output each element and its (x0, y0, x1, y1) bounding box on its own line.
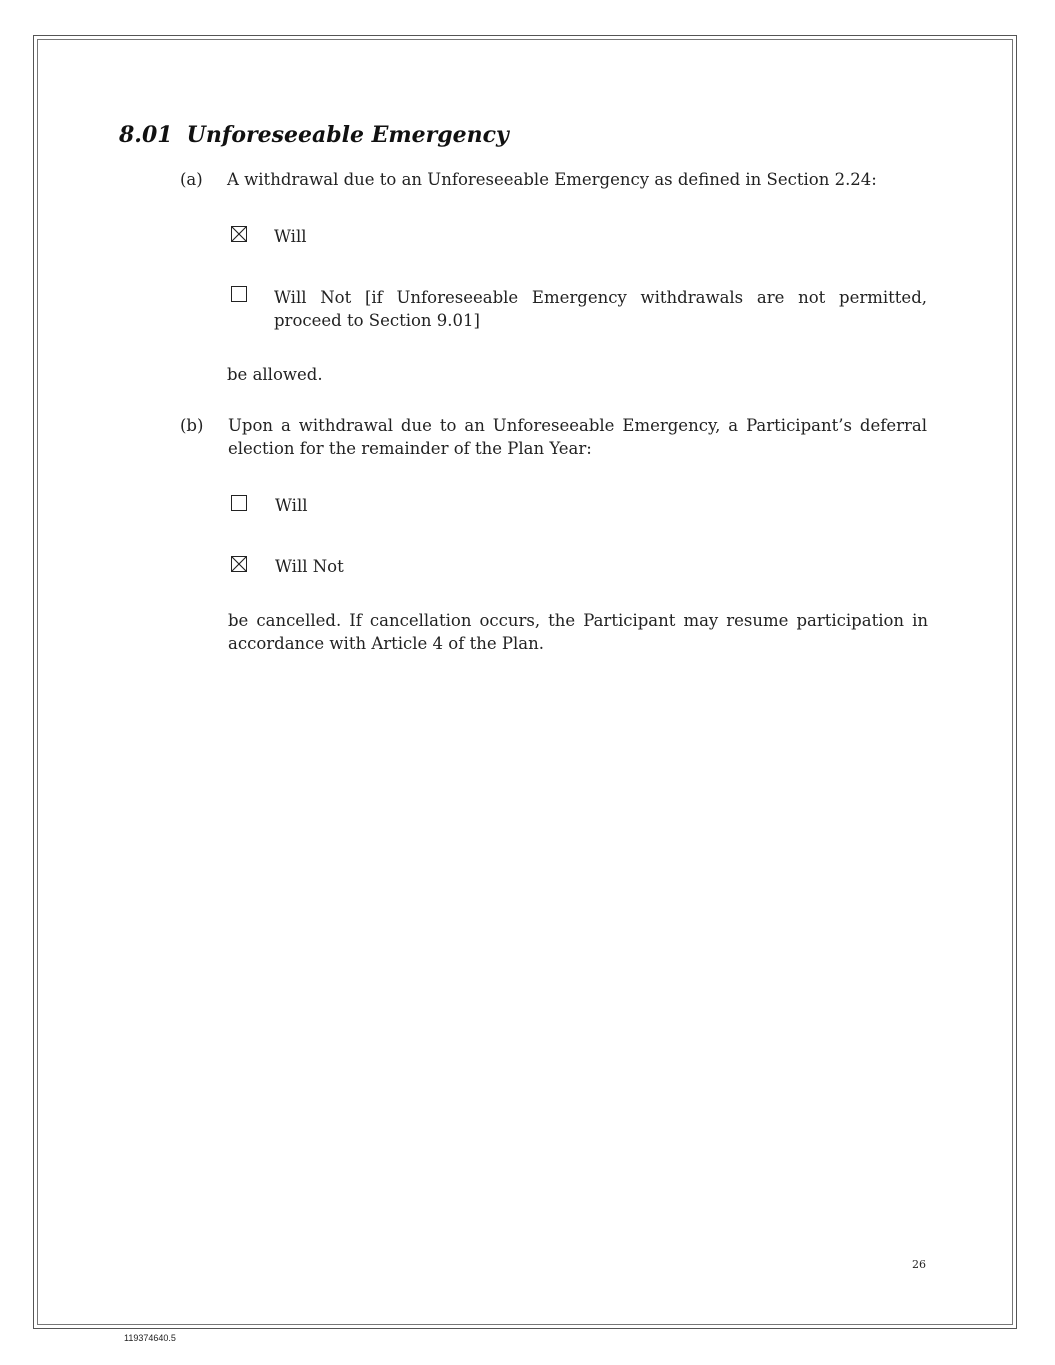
item-b-closing: be cancelled. If cancellation occurs, the Participant may resume participation in accordance with Article 4 of the Plan. (228, 611, 928, 653)
item-a-marker: (a) (180, 170, 203, 189)
item-a-closing: be allowed. (227, 365, 323, 384)
item-a-option-will-checkbox[interactable] (231, 226, 247, 242)
item-b-option-will-not-checkbox[interactable] (231, 556, 247, 572)
section-number: 8.01 (119, 122, 173, 148)
checked-x-icon (232, 557, 246, 571)
item-b-option-will-not-label: Will Not (275, 557, 344, 576)
item-a-option-will-not-checkbox[interactable] (231, 286, 247, 302)
checked-x-icon (232, 227, 246, 241)
item-a-option-will-not-label: Will Not [if Unforeseeable Emergency withdrawals are not permitted, proceed to Section 9.01] (274, 288, 927, 330)
item-b-text: Upon a withdrawal due to an Unforeseeable Emergency, a Participant’s deferral election for the remainder of the Plan Year: (228, 416, 927, 458)
section-title: Unforeseeable Emergency (186, 122, 509, 148)
document-id: 119374640.5 (124, 1333, 176, 1343)
item-b-option-will-checkbox[interactable] (231, 495, 247, 511)
item-a-text: A withdrawal due to an Unforeseeable Emergency as defined in Section 2.24: (227, 170, 877, 189)
page-border-inner (37, 39, 1013, 1325)
section-heading (119, 122, 509, 148)
page-number: 26 (912, 1258, 926, 1271)
item-a-option-will-label: Will (274, 227, 307, 246)
item-b-marker: (b) (180, 416, 204, 435)
item-b-option-will-label: Will (275, 496, 308, 515)
